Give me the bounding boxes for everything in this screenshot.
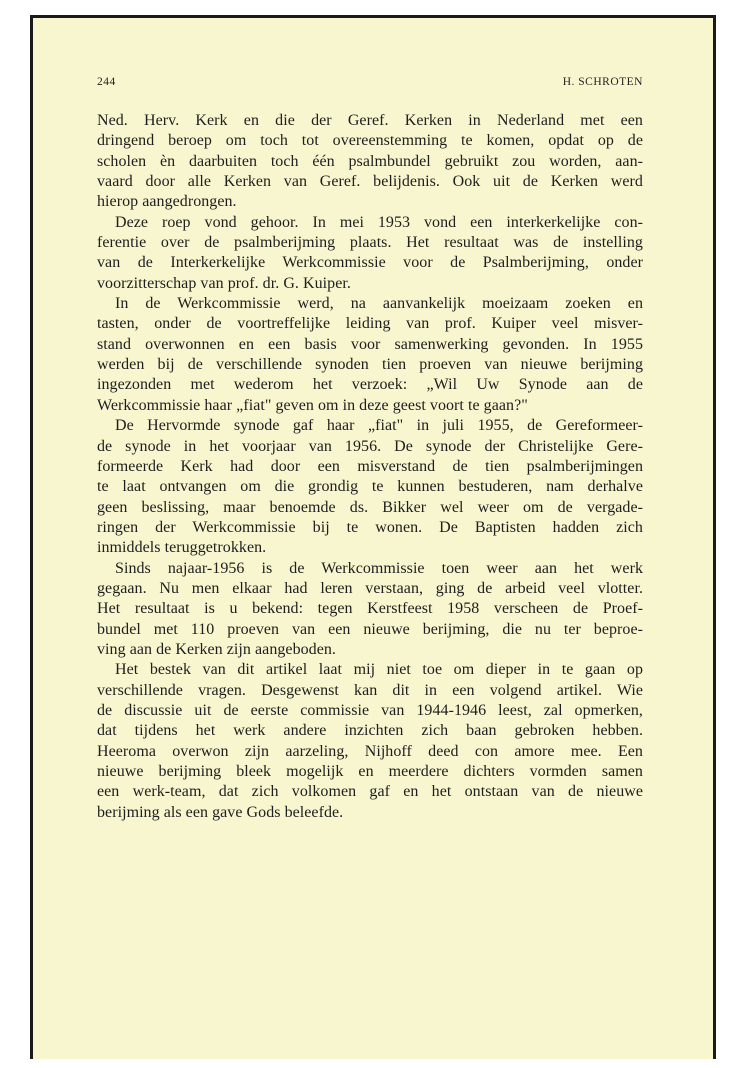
text-line: Ned. Herv. Kerk en die der Geref. Kerken in Nederland met een: [97, 112, 643, 129]
text-line: Sinds najaar-1956 is de Werkcommissie toen weer aan het werk: [115, 559, 643, 577]
text-line: de synode in het voorjaar van 1956. De synode der Christelijke Gere-: [97, 437, 643, 455]
paragraph: [97, 294, 643, 416]
text-line: scholen èn daarbuiten toch één psalmbundel gebruikt zou worden, aan-: [97, 152, 643, 170]
text-line: van de Interkerkelijke Werkcommissie voor de Psalmberijming, onder: [97, 254, 643, 272]
text-line: ringen der Werkcommissie bij te wonen. De Baptisten hadden zich: [97, 518, 643, 536]
text-line: bundel met 110 proeven van een nieuwe berijming, die nu ter beproe-: [97, 620, 643, 638]
text-line: dat tijdens het werk andere inzichten zich baan gebroken hebben.: [97, 722, 643, 740]
paragraph: [97, 213, 643, 294]
text-line: inmiddels teruggetrokken.: [97, 539, 267, 557]
text-line: verschillende vragen. Desgewenst kan dit in een volgend artikel. Wie: [97, 681, 643, 699]
text-line: voorzitterschap van prof. dr. G. Kuiper.: [97, 274, 351, 292]
text-line: vaard door alle Kerken van Geref. belijdenis. Ook uit de Kerken werd: [97, 173, 643, 191]
text-line: dringend beroep om toch tot overeenstemming te komen, opdat op de: [97, 132, 643, 150]
paragraph: [97, 559, 643, 661]
body-text: [97, 111, 643, 823]
text-line: hierop aangedrongen.: [97, 193, 237, 211]
text-line: Werkcommissie haar „fiat" geven om in deze geest voort te gaan?": [97, 396, 528, 414]
text-line: te laat ontvangen om die grondig te kunnen bestuderen, nam derhalve: [97, 478, 643, 496]
text-line: formeerde Kerk had door een misverstand de tien psalmberijmingen: [97, 457, 643, 475]
text-line: ving aan de Kerken zijn aangeboden.: [97, 640, 336, 658]
text-line: nieuwe berijming bleek mogelijk en meerdere dichters vormden samen: [97, 763, 643, 780]
text-line: Deze roep vond gehoor. In mei 1953 vond een interkerkelijke con-: [115, 213, 643, 231]
page-number: 244: [97, 76, 116, 88]
text-line: de discussie uit de eerste commissie van 1944-1946 leest, zal opmerken,: [97, 701, 643, 719]
text-line: Het bestek van dit artikel laat mij niet toe om dieper in te gaan op: [115, 661, 643, 679]
text-line: Heeroma overwon zijn aarzeling, Nijhoff deed con amore mee. Een: [97, 742, 643, 760]
paragraph: [97, 416, 643, 558]
text-line: Het resultaat is u bekend: tegen Kerstfeest 1958 verscheen de Proef-: [97, 600, 643, 618]
paragraph: [97, 111, 643, 213]
text-line: ingezonden met wederom het verzoek: „Wil Uw Synode aan de: [97, 376, 643, 394]
text-line: berijming als een gave Gods beleefde.: [97, 803, 344, 821]
text-line: tasten, onder de voortreffelijke leiding van prof. Kuiper veel misver-: [97, 315, 643, 333]
text-line: geen beslissing, maar benoemde ds. Bikker wel weer om de vergade-: [97, 498, 643, 516]
text-line: werden bij de verschillende synoden tien proeven van nieuwe berijming: [97, 356, 643, 374]
running-head: H. SCHROTEN: [562, 76, 643, 88]
text-line: gegaan. Nu men elkaar had leren verstaan, ging de arbeid veel vlotter.: [97, 579, 643, 597]
text-line: stand overwonnen en een basis voor samenwerking gevonden. In 1955: [97, 335, 643, 353]
page-header: [97, 76, 643, 96]
text-line: ferentie over de psalmberijming plaats. Het resultaat was de instelling: [97, 234, 643, 252]
text-line: In de Werkcommissie werd, na aanvankelijk moeizaam zoeken en: [115, 295, 643, 313]
text-line: een werk-team, dat zich volkomen gaf en het ontstaan van de nieuwe: [97, 783, 643, 801]
paragraph: [97, 660, 643, 823]
text-line: De Hervormde synode gaf haar „fiat" in juli 1955, de Gereformeer-: [115, 417, 643, 435]
